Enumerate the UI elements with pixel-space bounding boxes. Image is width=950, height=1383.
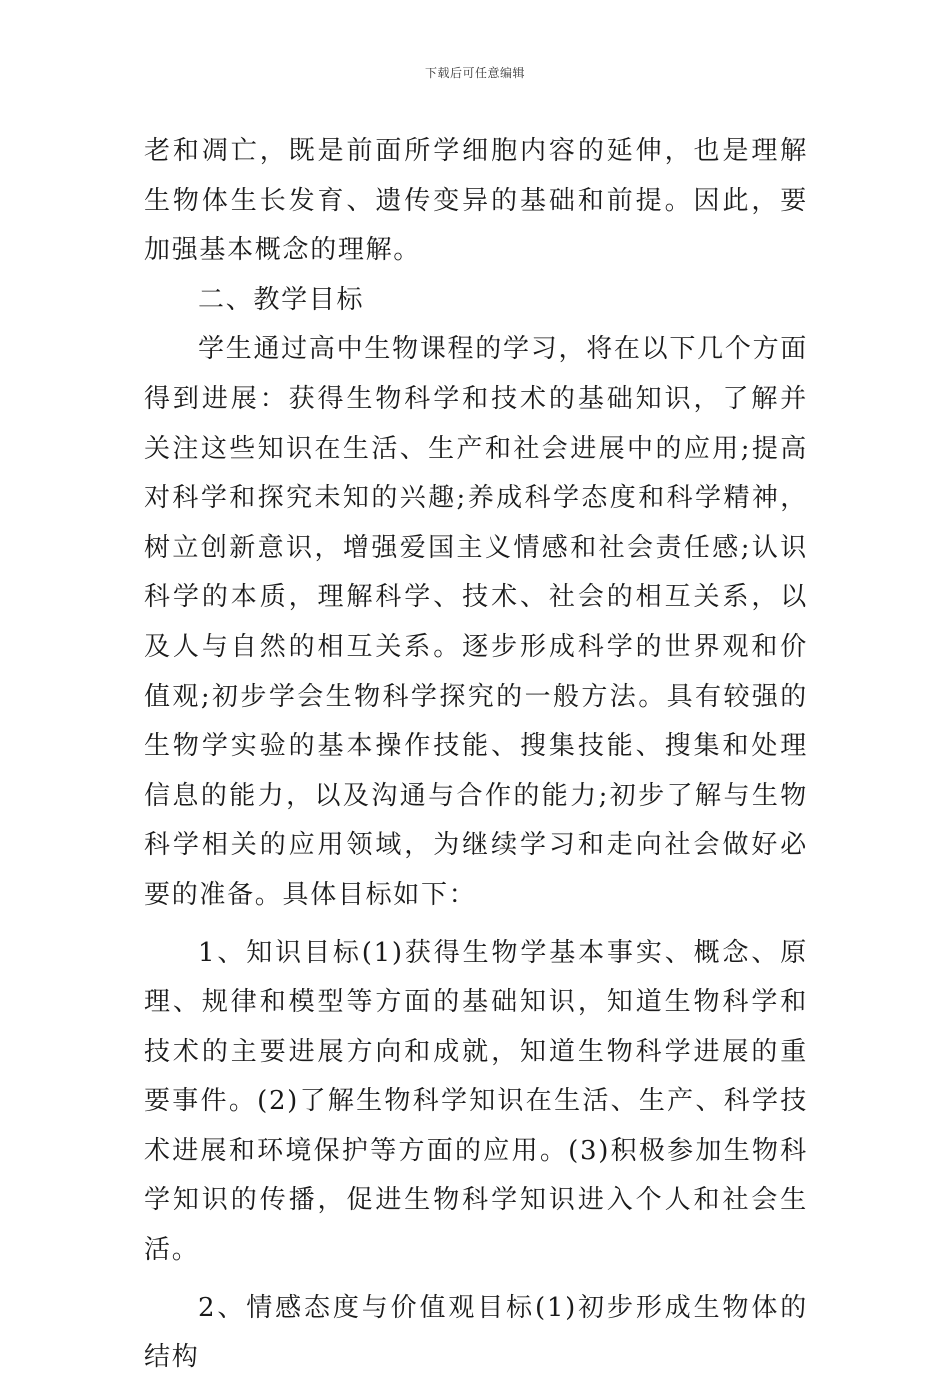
paragraph-knowledge-goals: 1、知识目标(1)获得生物学基本事实、概念、原理、规律和模型等方面的基础知识，知道生物科学和技术的主要进展方向和成就，知道生物科学进展的重要事件。(2)了解生物科学知识在生活、生产、科学技术进展和环境保护等方面的应用。(3)积极参加生物科学知识的传播，促进生物科学知识进入个人和社会生活。: [144, 937, 808, 1266]
paragraph-teaching-goals: 学生通过高中生物课程的学习，将在以下几个方面得到进展：获得生物科学和技术的基础知识，了解并关注这些知识在生活、生产和社会进展中的应用;提高对科学和探究未知的兴趣;养成科学态度和科学精神，树立创新意识，增强爱国主义情感和社会责任感;认识科学的本质，理解科学、技术、社会的相互关系，以及人与自然的相互关系。逐步形成科学的世界观和价值观;初步学会生物科学探究的一般方法。具有较强的生物学实验的基本操作技能、搜集技能、搜集和处理信息的能力，以及沟通与合作的能力;初步了解与生物科学相关的应用领域，为继续学习和走向社会做好必要的准备。具体目标如下：: [144, 334, 808, 910]
section-heading: 二、教学目标: [198, 284, 365, 315]
page-header: 下载后可任意编辑: [424, 66, 525, 80]
paragraph-continuation: 老和凋亡，既是前面所学细胞内容的延伸，也是理解生物体生长发育、遗传变异的基础和前提。因此，要加强基本概念的理解。: [144, 136, 808, 266]
document-body: [144, 127, 808, 1383]
paragraph-attitude-goals: 2、情感态度与价值观目标(1)初步形成生物体的结构: [144, 1292, 808, 1373]
